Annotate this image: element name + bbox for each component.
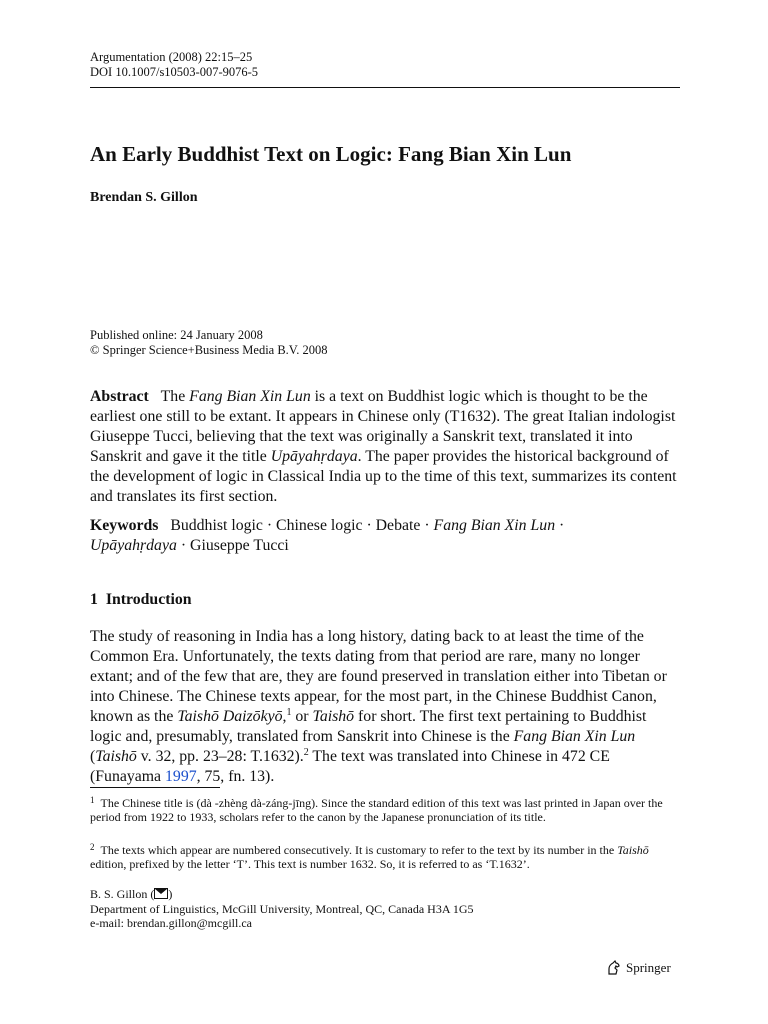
abstract-text: The: [160, 388, 190, 405]
email[interactable]: e-mail: brendan.gillon@mcgill.ca: [90, 916, 252, 930]
abstract: [90, 387, 680, 507]
copyright: © Springer Science+Business Media B.V. 2008: [90, 343, 328, 357]
footnote-number: 1: [90, 795, 95, 805]
canon-title: Taishō Daizōkyō: [177, 708, 283, 725]
footnote-2: [90, 840, 680, 871]
body-text: or: [291, 708, 313, 725]
body-text: The text was translated into Chinese in 472 CE (Funayama: [90, 748, 610, 785]
footnote-1: [90, 793, 680, 824]
keywords-label: Keywords: [90, 517, 159, 534]
body-text: , 75, fn. 13).: [196, 768, 275, 785]
body-text: v. 32, pp. 23–28: T.1632).: [136, 748, 304, 765]
footnote-text: edition, prefixed by the letter ‘T’. This text is number 1632. So, it is referred to as ‘T.1632’.: [90, 857, 530, 871]
publisher-logo: [606, 960, 671, 976]
abstract-text: . The paper provides the historical background of the development of logic in Classical India up to the time of this text, summarizes its content and translates its first section.: [90, 448, 677, 505]
keywords: [90, 516, 680, 556]
author-affiliation: [90, 887, 474, 931]
abstract-text: is a text on Buddhist logic which is thought to be the earliest one still to be extant. It appears in Chinese only (T1632). The great Italian indologist Giuseppe Tucci, believing that the text was originally a Sanskrit text, translated it into Sanskrit and gave it the title: [90, 388, 676, 465]
author-name: Brendan S. Gillon: [90, 190, 198, 205]
envelope-icon: [154, 888, 168, 899]
published-date: Published online: 24 January 2008: [90, 328, 263, 342]
citation-link[interactable]: 1997: [165, 768, 197, 785]
doi: DOI 10.1007/s10503-007-9076-5: [90, 65, 259, 79]
canon-short: Taishō: [312, 708, 355, 725]
body-text: (: [90, 748, 96, 765]
keyword-list: Fang Bian Xin Lun: [433, 517, 556, 534]
footnote-text: The Chinese title is (dà -zhèng dà-záng-jīng). Since the standard edition of this text was last printed in Japan over the period from 1922 to 1933, scholars refer to the canon by the Japanese pronunciation of its title.: [90, 796, 663, 824]
footnote-number: 2: [90, 842, 95, 852]
springer-wordmark: Springer: [626, 960, 671, 975]
keyword-list: · Giuseppe Tucci: [176, 537, 289, 554]
correspondence-line: [90, 887, 474, 902]
keyword-list: ·: [555, 517, 565, 534]
section-title: Introduction: [105, 591, 192, 608]
springer-horse-icon: [606, 960, 622, 976]
work-title: Fang Bian Xin Lun: [189, 388, 311, 405]
footnote-text: The texts which appear are numbered consecutively. It is customary to refer to the text by its number in the: [100, 843, 618, 857]
body-text: for short. The first text pertaining to Buddhist logic and, presumably, translated from Sanskrit into Chinese is the: [90, 708, 647, 745]
section-heading: [90, 591, 192, 609]
paper-title: An Early Buddhist Text on Logic: Fang Bian Xin Lun: [90, 142, 572, 166]
canon-short: Taishō: [95, 748, 137, 765]
footnote-mark-1[interactable]: 1: [286, 707, 292, 718]
intro-paragraph: The study of reasoning in India has a long history, dating back to at least the time of the Common Era. Unfortunately, the texts dating from that period are rare, many no longer extant; and of the few that are, they are found preserved in translation either into Tibetan or into Chinese. The Chinese texts appear, for the most part, in the Chinese Buddhist Canon, known as the Taishō Daizōkyō,$^1$ or Taishō for short. The first text pertaining to Buddhist logic and, presumably, translated from Sanskrit into Chinese is the Fang Bian Xin Lun (Taishō v. 32, pp. 23–28: T.1632).$^2$ The text was translated into Chinese in 472 CE (Funayama 1997, 75, fn. 13).: [90, 628, 667, 785]
affiliation-name: B. S. Gillon (: [90, 887, 155, 901]
work-title: Fang Bian Xin Lun: [513, 728, 636, 745]
keyword-list: Upāyahṛdaya: [90, 537, 177, 554]
header-rule: [90, 87, 680, 88]
keyword-list: Buddhist logic · Chinese logic · Debate ·: [170, 517, 434, 534]
journal-citation: Argumentation (2008) 22:15–25: [90, 50, 253, 64]
department: Department of Linguistics, McGill University, Montreal, QC, Canada H3A 1G5: [90, 901, 474, 916]
abstract-label: Abstract: [90, 388, 149, 405]
body-text: The study of reasoning in India has a long history, dating back to at least the time of the Common Era. Unfortunately, the texts dating from that period are rare, many no longer extant; and of the few that are, they are found preserved in translation either into Tibetan or into Chinese. The Chinese texts appear, for the most part, in the Chinese Buddhist Canon, known as the: [90, 628, 667, 725]
footnote-text: Taishō: [617, 843, 649, 857]
sanskrit-title: Upāyahṛdaya: [270, 448, 358, 465]
journal-header: [90, 50, 258, 80]
footnote-mark-2[interactable]: 2: [303, 747, 309, 758]
section-number: 1: [90, 591, 98, 608]
affiliation-name: ): [168, 887, 173, 901]
publication-info: [90, 328, 327, 358]
footnote-rule: [90, 787, 220, 788]
